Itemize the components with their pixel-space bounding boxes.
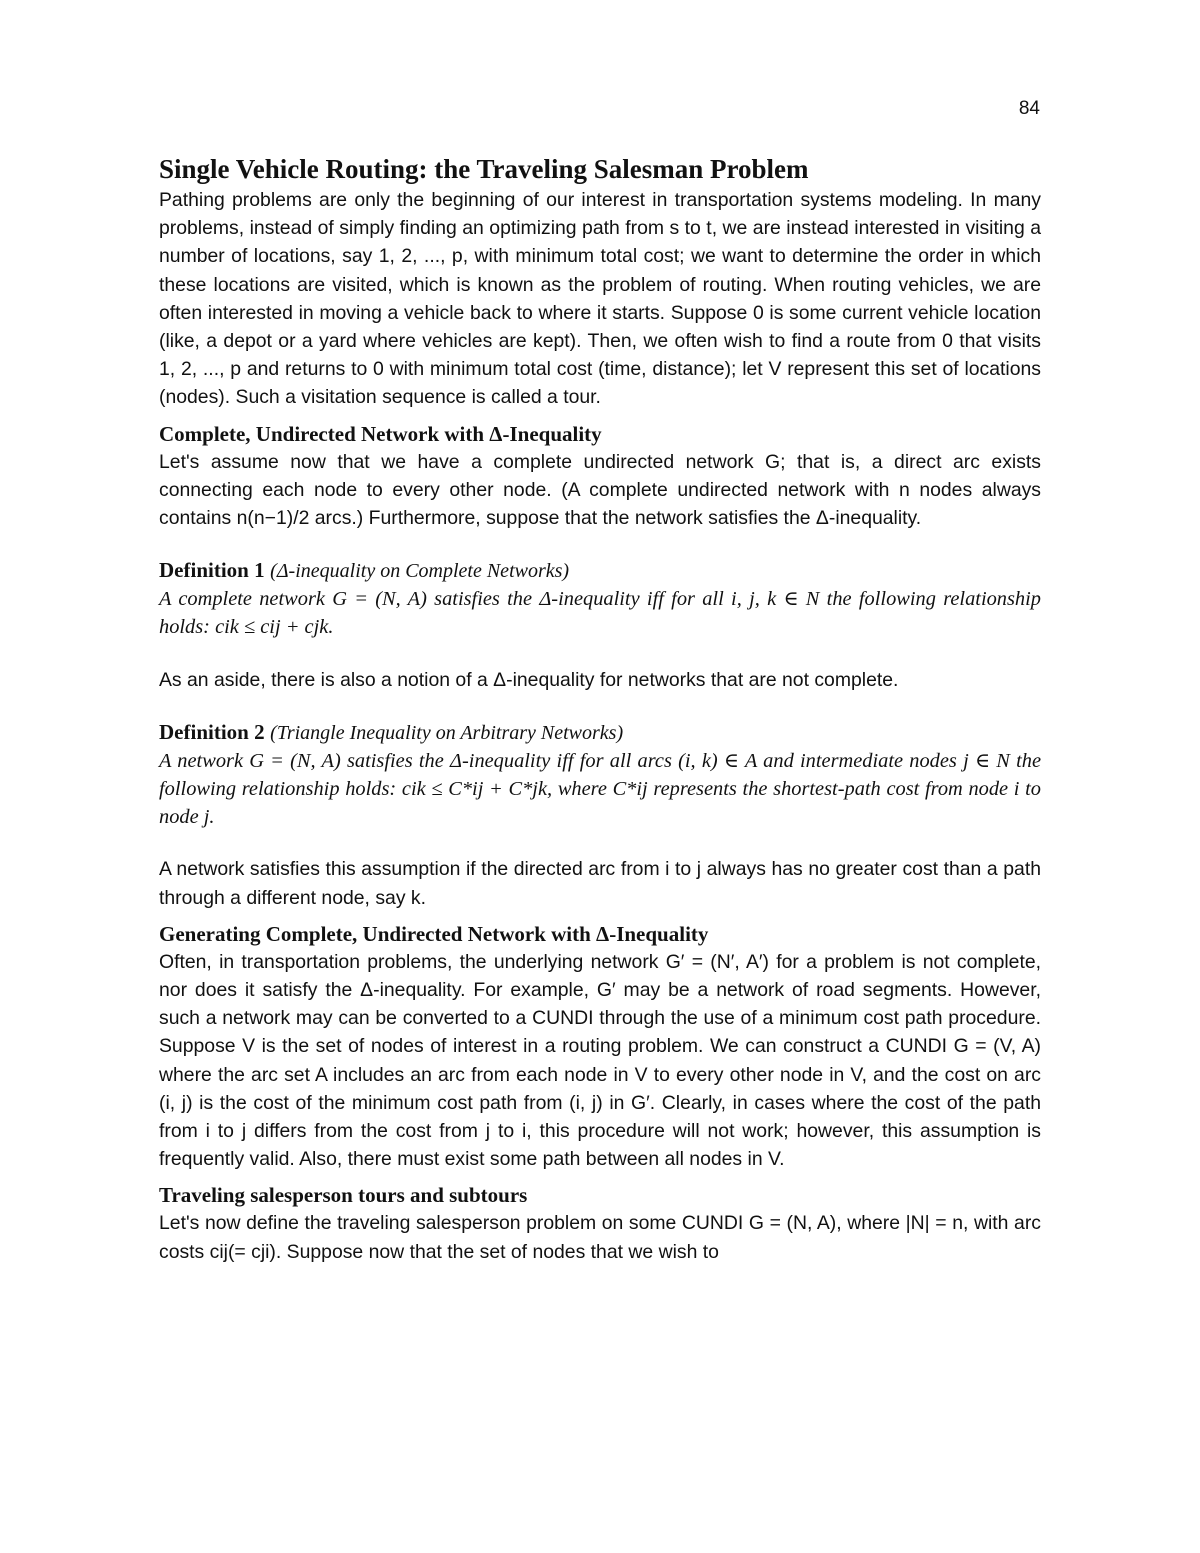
definition-1-subtitle: (Δ-inequality on Complete Networks) xyxy=(270,560,570,583)
intro-paragraph: Pathing problems are only the beginning of our interest in transportation systems modeling. In many problems, instead of simply finding an optimizing path from s to t, we are instead interested in visiting a number of locations, say 1, 2, ..., p, with minimum total cost; we want to determine the order in which these locations are visited, which is known as the problem of routing. When routing vehicles, we are often interested in moving a vehicle back to where it starts. Suppose 0 is some current vehicle location (like, a depot or a yard where vehicles are kept). Then, we often wish to find a route from 0 that visits 1, 2, ..., p and returns to 0 with minimum total cost (time, distance); let V represent this set of locations (nodes). Such a visitation sequence is called a tour. xyxy=(159,189,1041,409)
page-number: 84 xyxy=(1018,98,1040,119)
definition-2-subtitle: (Triangle Inequality on Arbitrary Networks) xyxy=(270,721,624,744)
generating-network-paragraph: Often, in transportation problems, the underlying network G′ = (N′, A′) for a problem is not complete, nor does it satisfy the Δ-inequality. For example, G′ may be a network of road segments. However, such a network may can be converted to a CUNDI through the use of a minimum cost path procedure. Suppose V is the set of nodes of interest in a routing problem. We can construct a CUNDI G = (V, A) where the arc set A includes an arc from each node in V to every other node in V, and the cost on arc (i, j) is the cost of the minimum cost path from (i, j) in G′. Clearly, in cases where the cost of the path from i to j differs from the cost from j to i, this procedure will not work; however, this assumption is frequently valid. Also, there must exist some path between all nodes in V. xyxy=(159,950,1041,1171)
definition-2-label: Definition 2 xyxy=(159,719,265,744)
section-title: Single Vehicle Routing: the Traveling Salesman Problem xyxy=(159,154,809,184)
complete-network-paragraph: Let's assume now that we have a complete undirected network G; that is, a direct arc exists connecting each node to every other node. (A complete undirected network with n nodes always contains n(n−1)/2 arcs.) Furthermore, suppose that the network satisfies the Δ-inequality. xyxy=(159,450,1041,530)
definition-1-header xyxy=(159,556,1041,585)
tours-paragraph: Let's now define the traveling salesperson problem on some CUNDI G = (N, A), where |N| = n, with arc costs cij(= cji). Suppose now that the set of nodes that we wish to xyxy=(159,1212,1041,1263)
definition-1-body: A complete network G = (N, A) satisfies the Δ-inequality iff for all i, j, k ∈ N the following relationship holds: cik ≤ cij + cjk. xyxy=(159,588,1041,639)
tours-heading: Traveling salesperson tours and subtours xyxy=(159,1183,528,1208)
definition-2-header xyxy=(159,718,1041,747)
generating-network-heading: Generating Complete, Undirected Network with Δ-Inequality xyxy=(159,921,709,946)
aside-paragraph: As an aside, there is also a notion of a Δ-inequality for networks that are not complete. xyxy=(159,668,899,691)
assumption-paragraph: A network satisfies this assumption if the directed arc from i to j always has no greater cost than a path through a different node, say k. xyxy=(159,858,1041,909)
definition-2-body: A network G = (N, A) satisfies the Δ-inequality iff for all arcs (i, k) ∈ A and intermediate nodes j ∈ N the following relationship holds: cik ≤ C*ij + C*jk, where C*ij represents the shortest-path cost from node i to node j. xyxy=(159,749,1041,829)
definition-1-label: Definition 1 xyxy=(159,558,265,583)
complete-network-heading: Complete, Undirected Network with Δ-Inequality xyxy=(159,421,602,446)
page-content xyxy=(159,152,1041,1266)
